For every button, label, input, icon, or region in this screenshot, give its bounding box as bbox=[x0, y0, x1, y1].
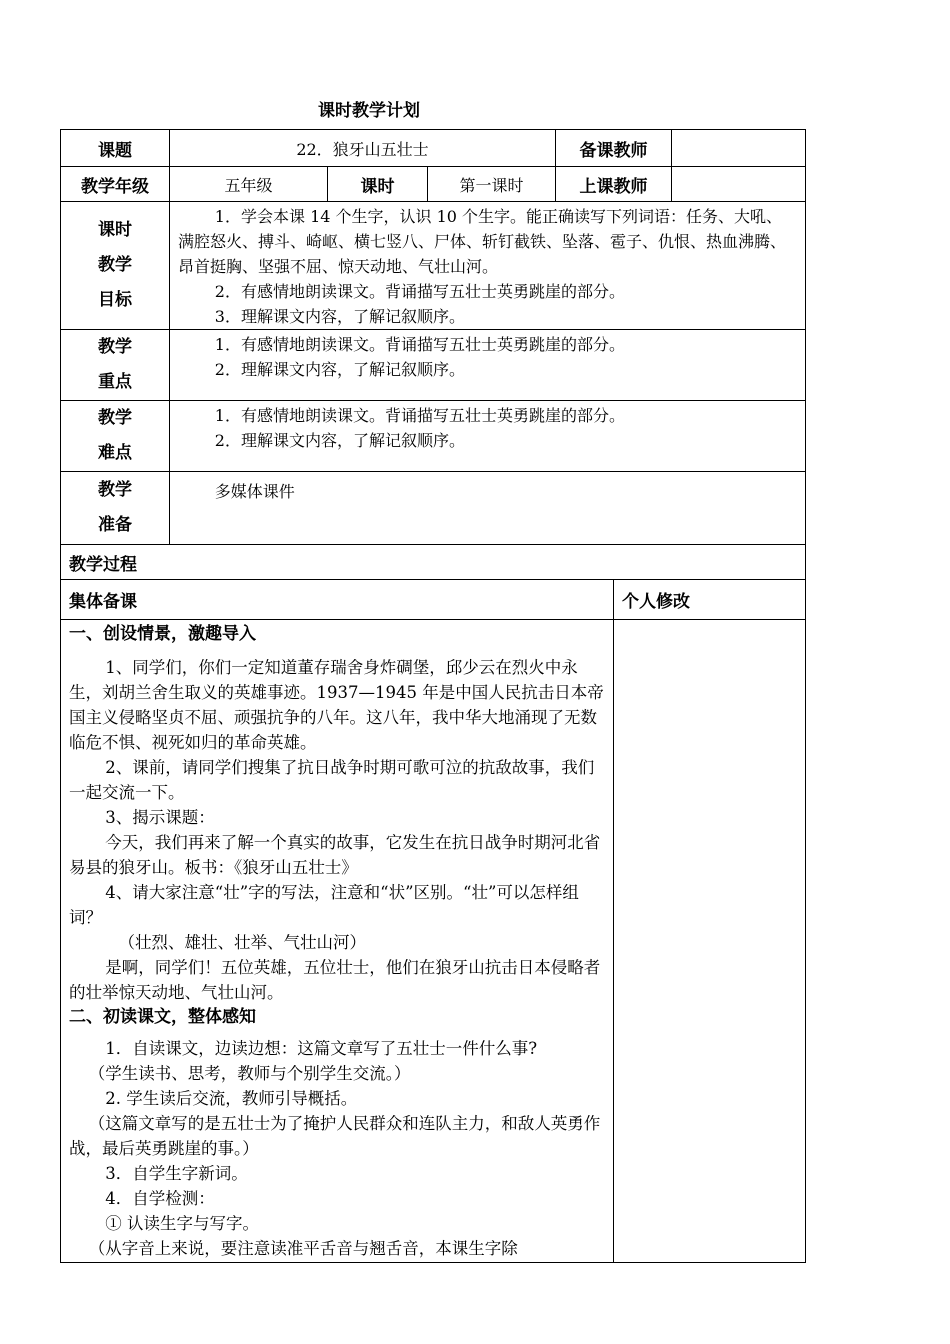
difficulties-content bbox=[170, 401, 806, 472]
collective-prep-label: 集体备课 bbox=[61, 580, 614, 620]
prep-teacher-value bbox=[672, 130, 806, 167]
topic-value: 22．狼牙山五壮士 bbox=[170, 130, 556, 167]
key-point-line: 1．有感情地朗读课文。背诵描写五壮士英勇跳崖的部分。 bbox=[214, 335, 625, 354]
preparation-value: 多媒体课件 bbox=[214, 482, 295, 501]
teacher-value bbox=[672, 167, 806, 202]
topic-label: 课题 bbox=[61, 130, 170, 167]
paragraph: 2、课前，请同学们搜集了抗日战争时期可歌可泣的抗敌故事，我们一起交流一下。 bbox=[69, 758, 595, 802]
paragraph: ① 认读生字与写字。 bbox=[105, 1214, 260, 1233]
objective-line: 3．理解课文内容，了解记叙顺序。 bbox=[214, 307, 465, 326]
personal-edit-label: 个人修改 bbox=[614, 580, 806, 620]
collective-prep-content bbox=[61, 620, 614, 1263]
paragraph: （壮烈、雄壮、壮举、气壮山河） bbox=[118, 933, 366, 952]
objective-line: 1．学会本课 14 个生字，认识 10 个生字。能正确读写下列词语：任务、大吼、满腔怒火、搏斗、崎岖、横七竖八、尸体、斩钉截铁、坠落、雹子、仇恨、热血沸腾、昂首挺胸、坚强不屈、惊天动地、气壮山河。 bbox=[178, 207, 787, 276]
difficulty-line: 1．有感情地朗读课文。背诵描写五壮士英勇跳崖的部分。 bbox=[214, 406, 625, 425]
period-label: 课时 bbox=[328, 167, 428, 202]
paragraph: 4．自学检测： bbox=[105, 1189, 215, 1208]
process-label: 教学过程 bbox=[61, 545, 806, 580]
grade-label: 教学年级 bbox=[61, 167, 170, 202]
paragraph: 1．自读课文，边读边想：这篇文章写了五壮士一件什么事? bbox=[105, 1039, 538, 1058]
paragraph: 3、揭示课题： bbox=[105, 808, 215, 827]
section-heading: 一、创设情景，激趣导入 bbox=[69, 624, 256, 644]
section-heading: 二、初读课文，整体感知 bbox=[69, 1007, 256, 1027]
paragraph: （学生读书、思考，教师与个别学生交流。） bbox=[88, 1064, 411, 1083]
paragraph: 4、请大家注意“壮”字的写法，注意和“状”区别。“壮”可以怎样组词？ bbox=[69, 883, 579, 927]
key-points-content bbox=[170, 330, 806, 401]
difficulty-line: 2．理解课文内容，了解记叙顺序。 bbox=[214, 431, 465, 450]
teacher-label: 上课教师 bbox=[556, 167, 672, 202]
key-points-label: 教学 重点 bbox=[61, 330, 170, 401]
lesson-plan-table bbox=[60, 129, 806, 1263]
paragraph: 3．自学生字新词。 bbox=[105, 1164, 248, 1183]
paragraph: 今天，我们再来了解一个真实的故事，它发生在抗日战争时期河北省易县的狼牙山。板书：《狼牙山五壮士》 bbox=[69, 833, 601, 877]
personal-edit-content bbox=[614, 620, 806, 1263]
paragraph: （这篇文章写的是五壮士为了掩护人民群众和连队主力，和敌人英勇作战，最后英勇跳崖的事。） bbox=[69, 1114, 601, 1158]
paragraph: （从字音上来说，要注意读准平舌音与翘舌音，本课生字除 bbox=[88, 1239, 518, 1258]
paragraph: 是啊，同学们！五位英雄，五位壮士，他们在狼牙山抗击日本侵略者的壮举惊天动地、气壮山河。 bbox=[69, 958, 601, 1002]
paragraph: 1、同学们，你们一定知道董存瑞舍身炸碉堡，邱少云在烈火中永生，刘胡兰舍生取义的英雄事迹。1937—1945 年是中国人民抗击日本帝国主义侵略坚贞不屈、顽强抗争的八年。这八年，我中华大地涌现了无数临危不惧、视死如归的革命英雄。 bbox=[69, 658, 604, 752]
objectives-label: 课时 教学 目标 bbox=[61, 202, 170, 330]
grade-value: 五年级 bbox=[170, 167, 328, 202]
paragraph: 2. 学生读后交流，教师引导概括。 bbox=[105, 1089, 358, 1108]
prep-teacher-label: 备课教师 bbox=[556, 130, 672, 167]
page-title: 课时教学计划 bbox=[318, 101, 420, 121]
period-value: 第一课时 bbox=[428, 167, 556, 202]
preparation-label: 教学 准备 bbox=[61, 472, 170, 545]
difficulties-label: 教学 难点 bbox=[61, 401, 170, 472]
objectives-content bbox=[170, 202, 806, 330]
preparation-content bbox=[170, 472, 806, 545]
key-point-line: 2．理解课文内容，了解记叙顺序。 bbox=[214, 360, 465, 379]
objective-line: 2．有感情地朗读课文。背诵描写五壮士英勇跳崖的部分。 bbox=[214, 282, 625, 301]
